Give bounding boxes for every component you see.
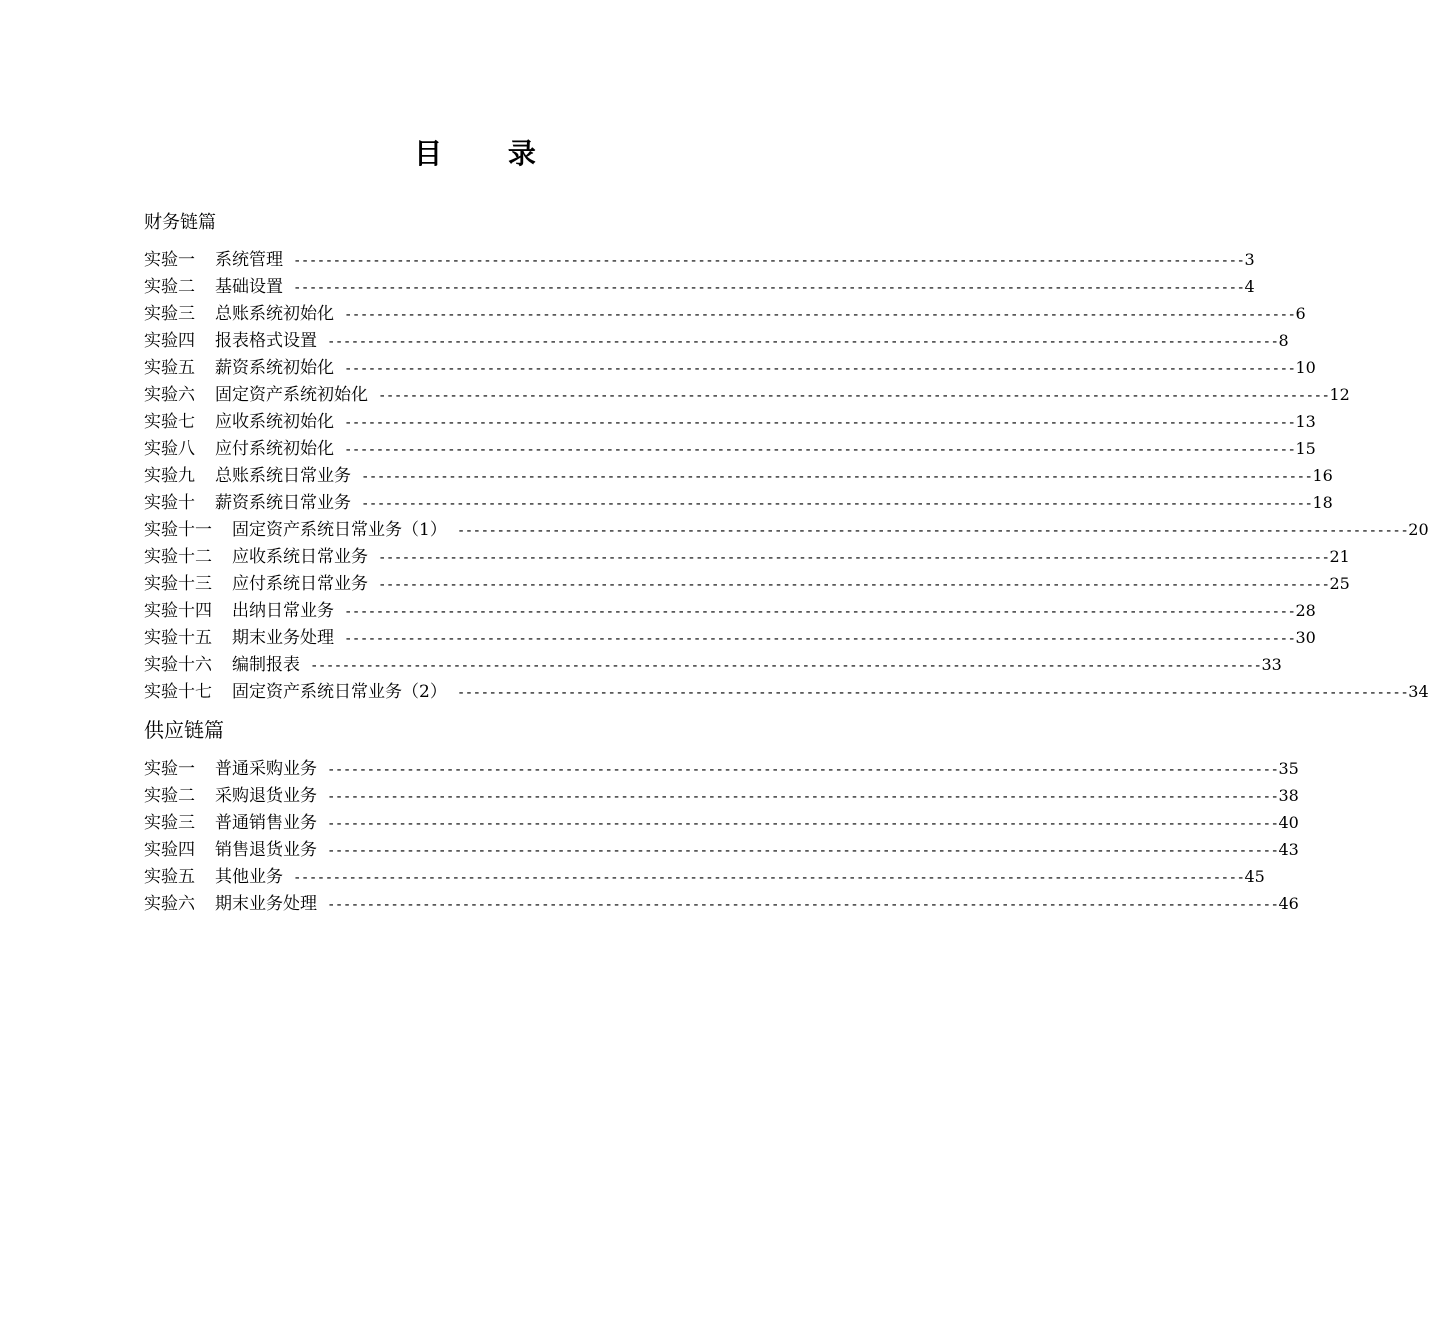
toc-entry-number: 实验十六 — [144, 655, 212, 675]
toc-entry-label: 普通采购业务 — [215, 759, 317, 779]
toc-entry-leader: ------------------------------------------------------------------------------------------------------------------------ — [293, 253, 1245, 269]
toc-entry-number: 实验五 — [144, 867, 195, 887]
toc-entry-number: 实验六 — [144, 894, 195, 914]
toc-entry[interactable] — [144, 624, 1316, 651]
toc-entry-leader: ------------------------------------------------------------------------------------------------------------------------ — [344, 442, 1296, 458]
toc-entry-label: 总账系统初始化 — [215, 304, 334, 324]
toc-entry-label: 采购退货业务 — [215, 786, 317, 806]
toc-entry-page-number: 35 — [1278, 759, 1299, 778]
toc-entry[interactable] — [144, 273, 1255, 300]
toc-entry-number: 实验六 — [144, 385, 195, 405]
toc-entry[interactable] — [144, 516, 1429, 543]
toc-entry[interactable] — [144, 809, 1299, 836]
toc-entry-number: 实验三 — [144, 304, 195, 324]
toc-entry[interactable] — [144, 651, 1282, 678]
toc-entry[interactable] — [144, 327, 1289, 354]
toc-entry-leader: ------------------------------------------------------------------------------------------------------------------------ — [293, 870, 1245, 886]
toc-entry-page-number: 3 — [1244, 250, 1255, 269]
toc-entry[interactable] — [144, 462, 1333, 489]
toc-entry-leader: ------------------------------------------------------------------------------------------------------------------------ — [327, 897, 1279, 913]
toc-entry-leader: ------------------------------------------------------------------------------------------------------------------------ — [378, 577, 1330, 593]
toc-entry[interactable] — [144, 489, 1333, 516]
toc-entry-label: 期末业务处理 — [215, 894, 317, 914]
toc-entry-leader: ------------------------------------------------------------------------------------------------------------------------ — [344, 631, 1296, 647]
toc-entry[interactable] — [144, 782, 1299, 809]
toc-entry-page-number: 13 — [1295, 412, 1316, 431]
toc-section-finance — [144, 246, 1429, 705]
toc-entry-label: 系统管理 — [215, 250, 283, 270]
toc-entry-page-number: 46 — [1278, 894, 1299, 913]
toc-entry-leader: ------------------------------------------------------------------------------------------------------------------------ — [327, 334, 1279, 350]
toc-entry-page-number: 12 — [1329, 385, 1350, 404]
toc-entry-page-number: 6 — [1295, 304, 1306, 323]
toc-entry-number: 实验二 — [144, 786, 195, 806]
toc-entry-number: 实验三 — [144, 813, 195, 833]
toc-entry[interactable] — [144, 570, 1350, 597]
toc-entry-number: 实验九 — [144, 466, 195, 486]
toc-entry-label: 基础设置 — [215, 277, 283, 297]
toc-entry-leader: ------------------------------------------------------------------------------------------------------------------------ — [378, 550, 1330, 566]
toc-entry-page-number: 18 — [1312, 493, 1333, 512]
toc-entry-label: 销售退货业务 — [215, 840, 317, 860]
toc-entry-page-number: 43 — [1278, 840, 1299, 859]
toc-entry-number: 实验十五 — [144, 628, 212, 648]
toc-entry-leader: ------------------------------------------------------------------------------------------------------------------------ — [327, 762, 1279, 778]
toc-entry-leader: ------------------------------------------------------------------------------------------------------------------------ — [310, 658, 1262, 674]
toc-entry-label: 固定资产系统初始化 — [215, 385, 368, 405]
toc-entry-number: 实验十 — [144, 493, 195, 513]
toc-entry[interactable] — [144, 435, 1316, 462]
section-heading-supply-chain: 供应链篇 — [144, 718, 224, 742]
toc-entry-page-number: 28 — [1295, 601, 1316, 620]
toc-entry-number: 实验十三 — [144, 574, 212, 594]
toc-entry-page-number: 40 — [1278, 813, 1299, 832]
toc-entry-leader: ------------------------------------------------------------------------------------------------------------------------ — [293, 280, 1245, 296]
toc-entry-label: 固定资产系统日常业务（1） — [232, 520, 447, 540]
toc-entry-number: 实验十四 — [144, 601, 212, 621]
toc-entry-leader: ------------------------------------------------------------------------------------------------------------------------ — [378, 388, 1330, 404]
toc-entry[interactable] — [144, 381, 1350, 408]
toc-entry-page-number: 21 — [1329, 547, 1350, 566]
toc-entry-label: 出纳日常业务 — [232, 601, 334, 621]
toc-section-supply-chain — [144, 755, 1299, 917]
toc-entry[interactable] — [144, 543, 1350, 570]
toc-entry-leader: ------------------------------------------------------------------------------------------------------------------------ — [344, 415, 1296, 431]
toc-entry[interactable] — [144, 354, 1316, 381]
toc-entry-page-number: 34 — [1408, 682, 1429, 701]
toc-entry-leader: ------------------------------------------------------------------------------------------------------------------------ — [327, 789, 1279, 805]
section-heading-finance: 财务链篇 — [144, 212, 216, 233]
toc-entry[interactable] — [144, 408, 1316, 435]
toc-entry-label: 固定资产系统日常业务（2） — [232, 682, 447, 702]
toc-entry-leader: ------------------------------------------------------------------------------------------------------------------------ — [327, 816, 1279, 832]
toc-entry-page-number: 16 — [1312, 466, 1333, 485]
toc-entry-leader: ------------------------------------------------------------------------------------------------------------------------ — [344, 604, 1296, 620]
toc-entry-page-number: 8 — [1278, 331, 1289, 350]
toc-entry-number: 实验八 — [144, 439, 195, 459]
toc-entry-label: 薪资系统日常业务 — [215, 493, 351, 513]
toc-entry-leader: ------------------------------------------------------------------------------------------------------------------------ — [344, 361, 1296, 377]
toc-entry-leader: ------------------------------------------------------------------------------------------------------------------------ — [361, 469, 1313, 485]
toc-entry[interactable] — [144, 890, 1299, 917]
toc-entry-leader: ------------------------------------------------------------------------------------------------------------------------ — [456, 685, 1409, 701]
toc-entry-number: 实验四 — [144, 331, 195, 351]
toc-entry-page-number: 33 — [1261, 655, 1282, 674]
toc-entry[interactable] — [144, 836, 1299, 863]
toc-entry-number: 实验一 — [144, 250, 195, 270]
toc-entry-label: 总账系统日常业务 — [215, 466, 351, 486]
toc-entry-page-number: 20 — [1408, 520, 1429, 539]
toc-entry-number: 实验七 — [144, 412, 195, 432]
toc-entry-number: 实验五 — [144, 358, 195, 378]
toc-entry-label: 应付系统初始化 — [215, 439, 334, 459]
toc-entry-label: 普通销售业务 — [215, 813, 317, 833]
toc-entry-number: 实验十七 — [144, 682, 212, 702]
table-of-contents — [144, 208, 1429, 917]
toc-entry-page-number: 38 — [1278, 786, 1299, 805]
toc-entry-label: 应收系统初始化 — [215, 412, 334, 432]
toc-entry[interactable] — [144, 300, 1306, 327]
toc-entry[interactable] — [144, 597, 1316, 624]
toc-entry-number: 实验四 — [144, 840, 195, 860]
toc-entry-label: 薪资系统初始化 — [215, 358, 334, 378]
toc-entry-page-number: 45 — [1244, 867, 1265, 886]
toc-entry[interactable] — [144, 755, 1299, 782]
toc-entry-number: 实验二 — [144, 277, 195, 297]
toc-entry-leader: ------------------------------------------------------------------------------------------------------------------------ — [327, 843, 1279, 859]
toc-entry-label: 应收系统日常业务 — [232, 547, 368, 567]
toc-entry-label: 应付系统日常业务 — [232, 574, 368, 594]
toc-entry-number: 实验十二 — [144, 547, 212, 567]
toc-entry-page-number: 25 — [1329, 574, 1350, 593]
toc-entry[interactable] — [144, 246, 1255, 273]
toc-entry-label: 编制报表 — [232, 655, 300, 675]
toc-entry-leader: ------------------------------------------------------------------------------------------------------------------------ — [361, 496, 1313, 512]
toc-entry-leader: ------------------------------------------------------------------------------------------------------------------------ — [456, 523, 1409, 539]
toc-entry-label: 报表格式设置 — [215, 331, 317, 351]
toc-entry-page-number: 10 — [1295, 358, 1316, 377]
toc-entry-label: 其他业务 — [215, 867, 283, 887]
toc-entry-number: 实验十一 — [144, 520, 212, 540]
toc-entry-page-number: 4 — [1244, 277, 1255, 296]
toc-entry-leader: ------------------------------------------------------------------------------------------------------------------------ — [344, 307, 1296, 323]
toc-entry[interactable] — [144, 678, 1429, 705]
toc-entry[interactable] — [144, 863, 1265, 890]
toc-entry-label: 期末业务处理 — [232, 628, 334, 648]
toc-entry-page-number: 30 — [1295, 628, 1316, 647]
toc-entry-page-number: 15 — [1295, 439, 1316, 458]
toc-entry-number: 实验一 — [144, 759, 195, 779]
page-title: 目 录 — [414, 137, 564, 170]
